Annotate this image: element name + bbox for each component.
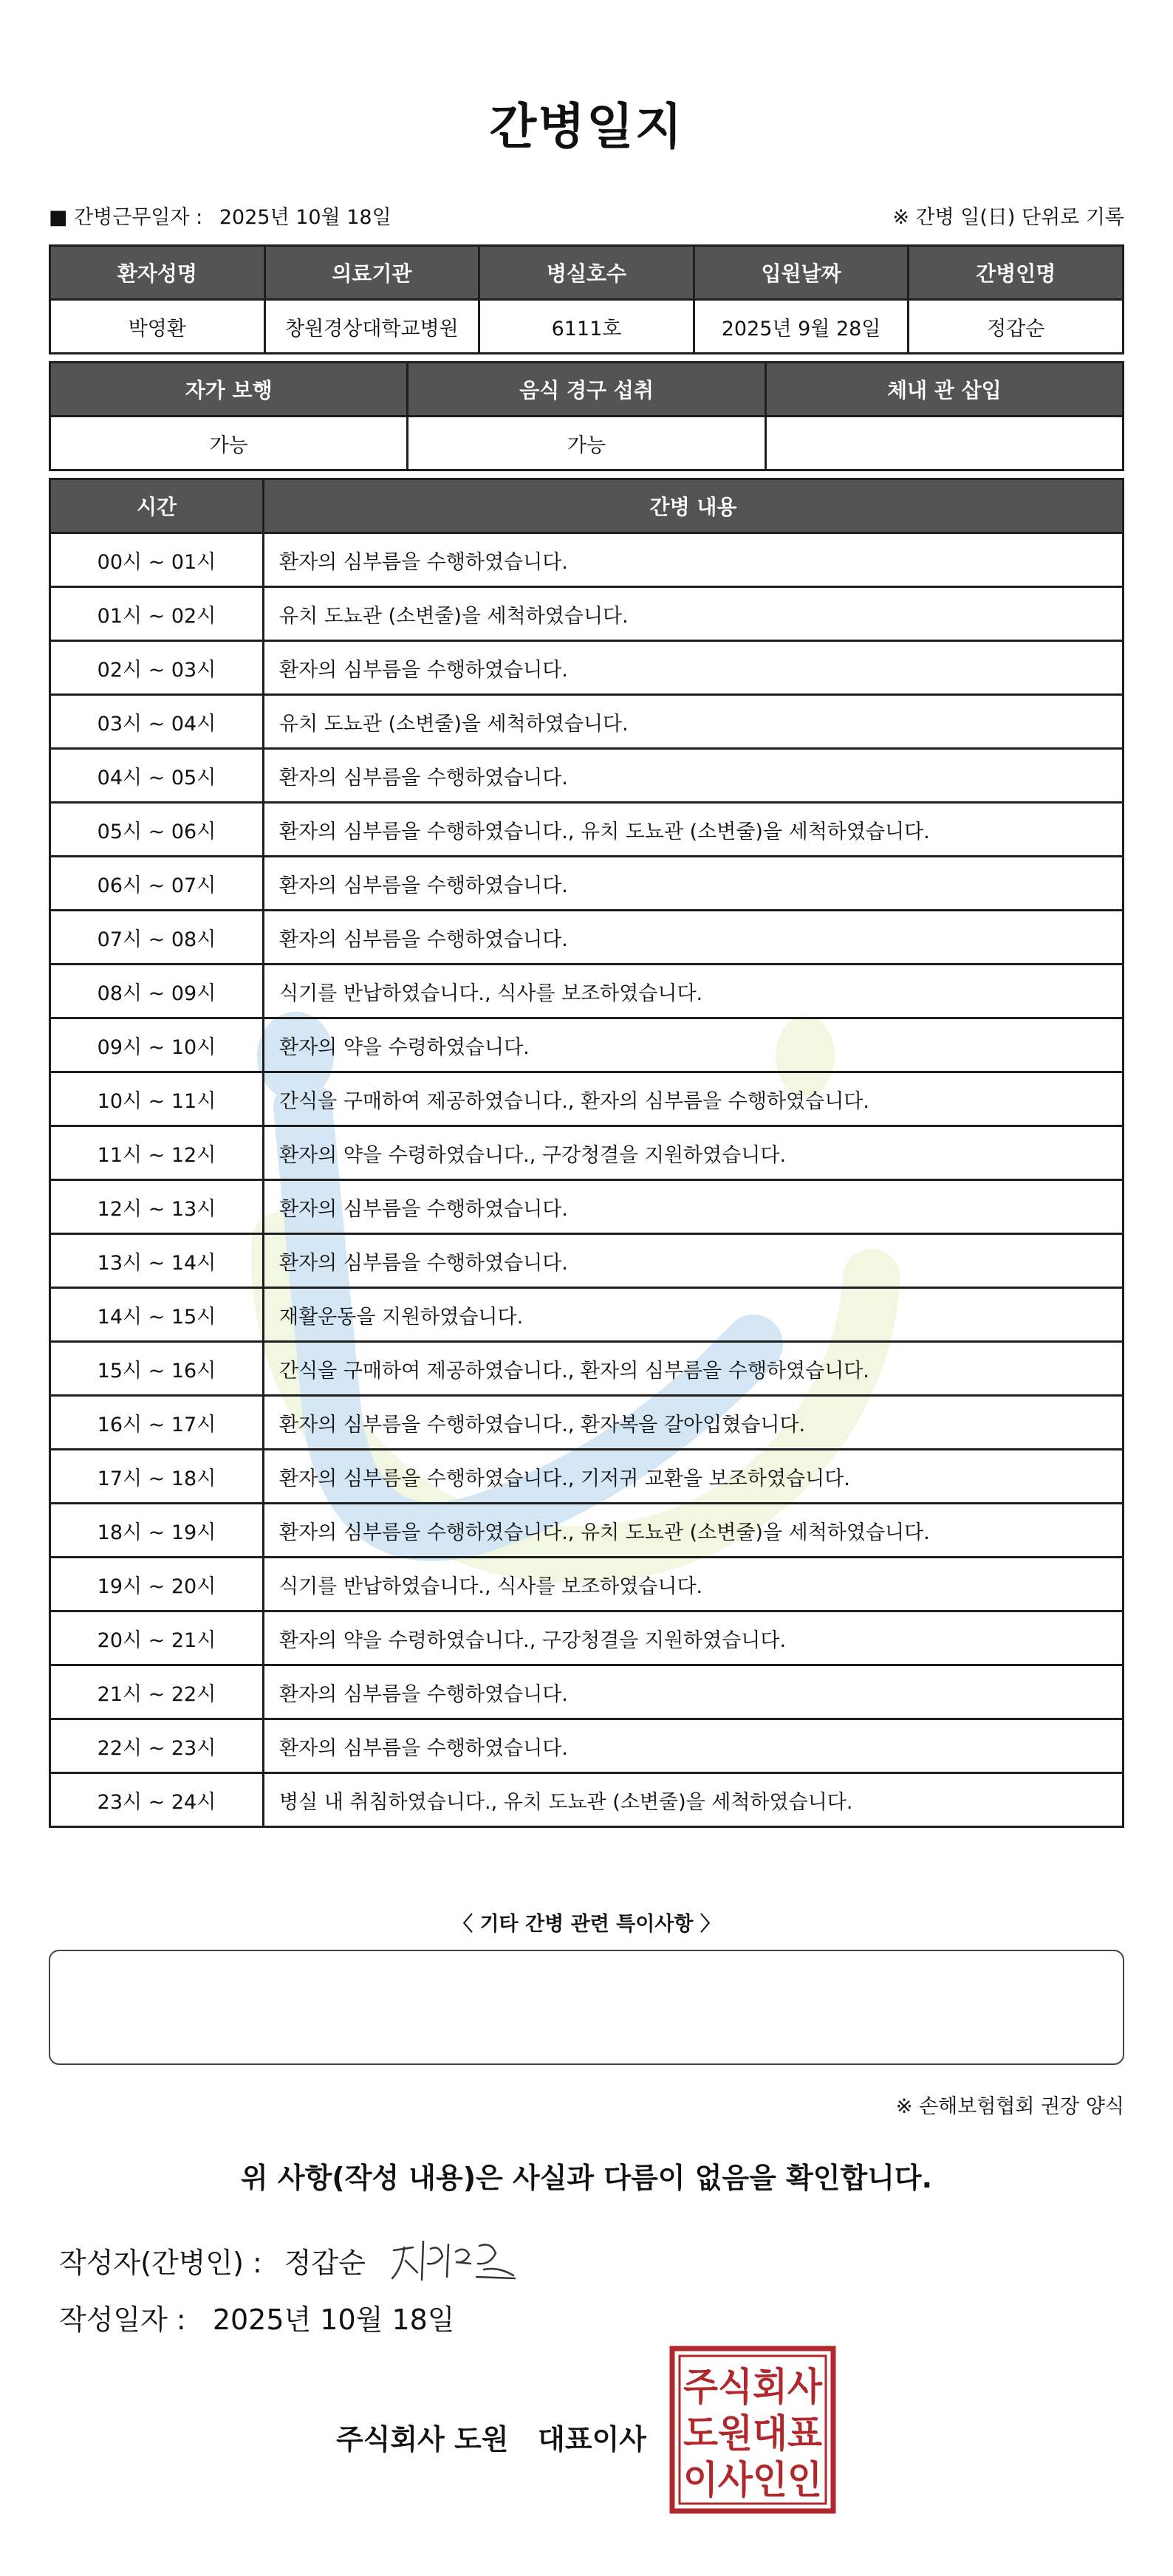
log-time: 22시 ~ 23시 [50, 1719, 264, 1773]
svg-text:이사인인: 이사인인 [683, 2459, 822, 2503]
log-time: 15시 ~ 16시 [50, 1342, 264, 1396]
log-time: 09시 ~ 10시 [50, 1018, 264, 1072]
table-row [50, 1288, 1124, 1342]
log-time: 10시 ~ 11시 [50, 1072, 264, 1126]
handwritten-signature [388, 2234, 521, 2286]
header-walking: 자가 보행 [50, 363, 408, 417]
log-content: 환자의 약을 수령하였습니다. [264, 1018, 1124, 1072]
table-row [50, 1126, 1124, 1180]
document-title: 간병일지 [489, 98, 684, 155]
log-time: 19시 ~ 20시 [50, 1558, 264, 1611]
special-notes-label: 〈 기타 간병 관련 특이사항 〉 [453, 1913, 720, 1936]
write-date-label: 작성일자 : [59, 2303, 186, 2336]
work-date-label: ■ 간병근무일자 : [49, 206, 203, 229]
tube-status [765, 417, 1123, 470]
table-row [50, 1504, 1124, 1558]
header-hospital: 의료기관 [264, 246, 479, 300]
care-log-body [50, 533, 1124, 1827]
log-content: 병실 내 취침하였습니다., 유치 도뇨관 (소변줄)을 세척하였습니다. [264, 1773, 1124, 1827]
table-row [50, 1665, 1124, 1719]
table-row [50, 1611, 1124, 1665]
header-caregiver: 간병인명 [909, 246, 1124, 300]
patient-status-table [49, 361, 1124, 471]
daily-record-note: ※ 간병 일(日) 단위로 기록 [892, 206, 1124, 229]
log-time: 12시 ~ 13시 [50, 1180, 264, 1234]
table-row [50, 1719, 1124, 1773]
log-content: 환자의 심부름을 수행하였습니다. [264, 1719, 1124, 1773]
header-time: 시간 [50, 479, 264, 533]
writer-line [59, 2234, 521, 2286]
room-number: 6111호 [479, 300, 694, 354]
log-content: 환자의 심부름을 수행하였습니다. [264, 641, 1124, 695]
table-row [50, 1180, 1124, 1234]
table-row [50, 1072, 1124, 1126]
log-content: 간식을 구매하여 제공하였습니다., 환자의 심부름을 수행하였습니다. [264, 1342, 1124, 1396]
header-tube: 체내 관 삽입 [765, 363, 1123, 417]
log-content: 환자의 심부름을 수행하였습니다. [264, 911, 1124, 965]
log-time: 04시 ~ 05시 [50, 749, 264, 803]
table-row [50, 1018, 1124, 1072]
table-row [50, 965, 1124, 1018]
admission-date: 2025년 9월 28일 [694, 300, 909, 354]
log-content: 환자의 심부름을 수행하였습니다. [264, 533, 1124, 587]
table-row [50, 1396, 1124, 1450]
writer-label: 작성자(간병인) : [59, 2246, 262, 2279]
header-room: 병실호수 [479, 246, 694, 300]
write-date-value: 2025년 10월 18일 [212, 2303, 455, 2336]
work-date-line [49, 201, 391, 230]
table-row [50, 1234, 1124, 1288]
log-time: 18시 ~ 19시 [50, 1504, 264, 1558]
log-content: 환자의 심부름을 수행하였습니다., 환자복을 갈아입혔습니다. [264, 1396, 1124, 1450]
special-notes-box [49, 1950, 1124, 2065]
writer-name: 정갑순 [284, 2246, 366, 2279]
log-time: 08시 ~ 09시 [50, 965, 264, 1018]
table-row [50, 1558, 1124, 1611]
table-row [50, 1773, 1124, 1827]
oral-intake-status: 가능 [408, 417, 765, 470]
log-time: 23시 ~ 24시 [50, 1773, 264, 1827]
table-row [50, 641, 1124, 695]
svg-text:주식회사: 주식회사 [683, 2366, 823, 2410]
header-oral-intake: 음식 경구 섭취 [408, 363, 765, 417]
log-content: 환자의 심부름을 수행하였습니다., 유치 도뇨관 (소변줄)을 세척하였습니다. [264, 803, 1124, 857]
table-row [50, 803, 1124, 857]
company-seal-stamp [669, 2346, 836, 2514]
table-row [50, 533, 1124, 587]
log-content: 환자의 심부름을 수행하였습니다., 유치 도뇨관 (소변줄)을 세척하였습니다. [264, 1504, 1124, 1558]
walking-status: 가능 [50, 417, 408, 470]
table-row [50, 857, 1124, 911]
log-time: 13시 ~ 14시 [50, 1234, 264, 1288]
header-content: 간병 내용 [264, 479, 1124, 533]
log-content: 환자의 심부름을 수행하였습니다. [264, 749, 1124, 803]
log-time: 14시 ~ 15시 [50, 1288, 264, 1342]
log-time: 21시 ~ 22시 [50, 1665, 264, 1719]
log-content: 재활운동을 지원하였습니다. [264, 1288, 1124, 1342]
log-content: 유치 도뇨관 (소변줄)을 세척하였습니다. [264, 695, 1124, 749]
log-time: 06시 ~ 07시 [50, 857, 264, 911]
log-content: 유치 도뇨관 (소변줄)을 세척하였습니다. [264, 587, 1124, 641]
patient-info-table [49, 244, 1124, 354]
log-content: 환자의 심부름을 수행하였습니다. [264, 1665, 1124, 1719]
log-time: 01시 ~ 02시 [50, 587, 264, 641]
log-time: 11시 ~ 12시 [50, 1126, 264, 1180]
company-representative: 주식회사 도원 대표이사 [336, 2423, 646, 2456]
log-time: 02시 ~ 03시 [50, 641, 264, 695]
log-content: 환자의 심부름을 수행하였습니다., 기저귀 교환을 보조하였습니다. [264, 1450, 1124, 1504]
log-content: 환자의 약을 수령하였습니다., 구강청결을 지원하였습니다. [264, 1611, 1124, 1665]
care-log-table [49, 478, 1124, 1828]
log-time: 07시 ~ 08시 [50, 911, 264, 965]
log-time: 17시 ~ 18시 [50, 1450, 264, 1504]
log-content: 환자의 심부름을 수행하였습니다. [264, 1180, 1124, 1234]
table-row [50, 695, 1124, 749]
table-row [50, 911, 1124, 965]
recommended-form-note: ※ 손해보험협회 권장 양식 [895, 2095, 1124, 2118]
write-date-line [59, 2297, 455, 2337]
patient-name: 박영환 [50, 300, 265, 354]
table-row [50, 1450, 1124, 1504]
log-time: 05시 ~ 06시 [50, 803, 264, 857]
table-row [50, 1342, 1124, 1396]
log-content: 간식을 구매하여 제공하였습니다., 환자의 심부름을 수행하였습니다. [264, 1072, 1124, 1126]
log-time: 16시 ~ 17시 [50, 1396, 264, 1450]
confirmation-statement: 위 사항(작성 내용)은 사실과 다름이 없음을 확인합니다. [240, 2162, 933, 2194]
log-content: 환자의 약을 수령하였습니다., 구강청결을 지원하였습니다. [264, 1126, 1124, 1180]
work-date-value: 2025년 10월 18일 [219, 206, 391, 229]
log-content: 식기를 반납하였습니다., 식사를 보조하였습니다. [264, 1558, 1124, 1611]
log-time: 00시 ~ 01시 [50, 533, 264, 587]
caregiver-name: 정갑순 [909, 300, 1124, 354]
log-content: 식기를 반납하였습니다., 식사를 보조하였습니다. [264, 965, 1124, 1018]
log-time: 03시 ~ 04시 [50, 695, 264, 749]
log-content: 환자의 심부름을 수행하였습니다. [264, 1234, 1124, 1288]
log-time: 20시 ~ 21시 [50, 1611, 264, 1665]
table-row [50, 749, 1124, 803]
svg-text:도원대표: 도원대표 [683, 2412, 822, 2456]
header-admission-date: 입원날짜 [694, 246, 909, 300]
log-content: 환자의 심부름을 수행하였습니다. [264, 857, 1124, 911]
hospital-name: 창원경상대학교병원 [264, 300, 479, 354]
table-row [50, 587, 1124, 641]
header-patient-name: 환자성명 [50, 246, 265, 300]
